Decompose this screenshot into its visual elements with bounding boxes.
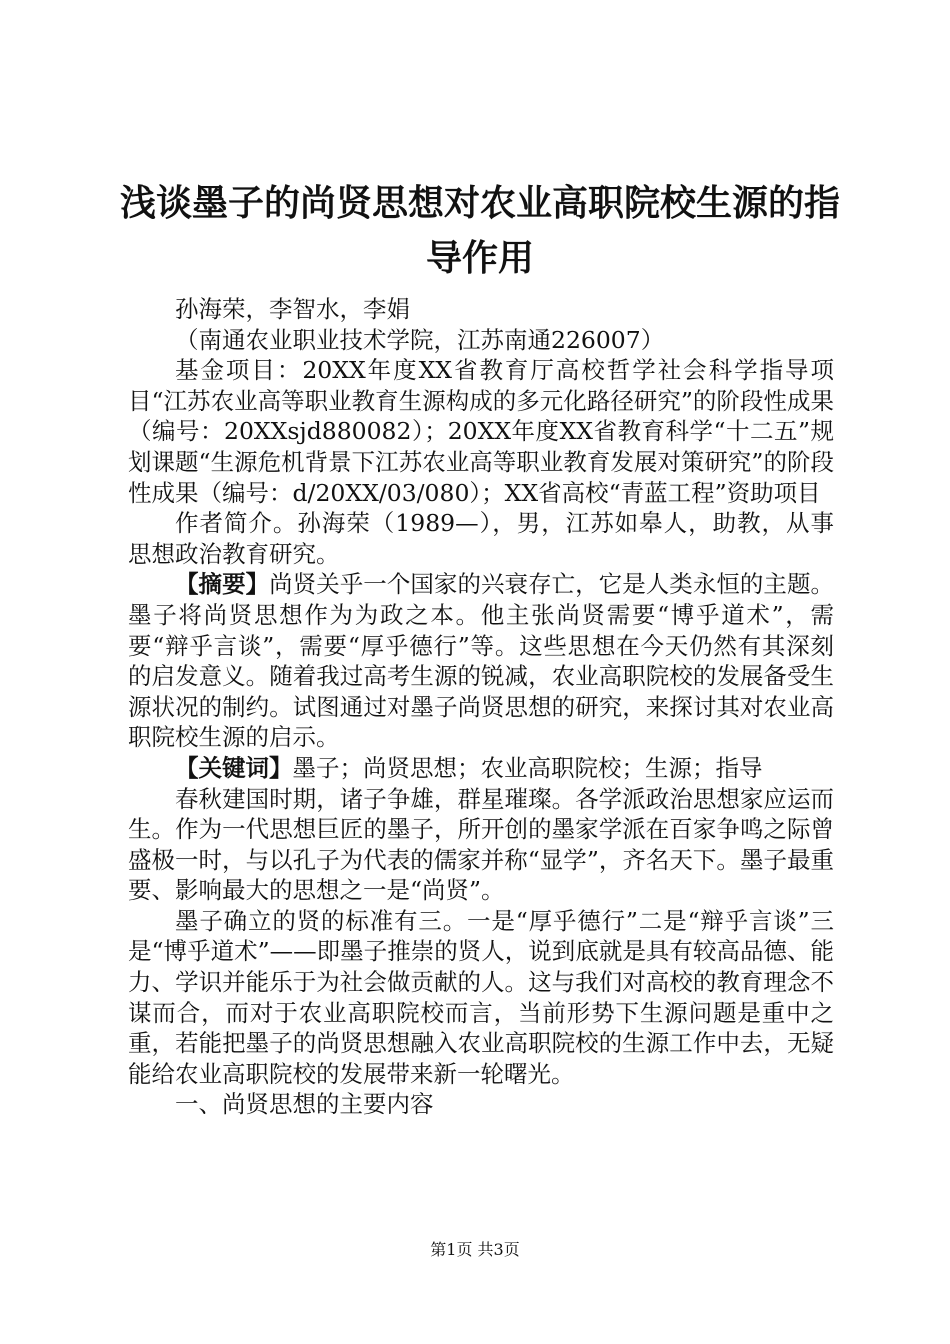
author-line: 孙海荣，李智水，李娟 xyxy=(175,295,410,323)
keywords-label: 【关键词】 xyxy=(175,753,293,782)
abstract-paragraph xyxy=(128,569,834,753)
page-footer: 第1页 共3页 xyxy=(430,1240,520,1259)
affiliation-line: （南通农业职业技术学院，江苏南通226007） xyxy=(175,325,665,354)
author-intro-paragraph: 作者简介。孙海荣（1989—），男，江苏如皋人，助教，从事思想政治教育研究。 xyxy=(128,509,834,568)
body-paragraph-1: 春秋建国时期，诸子争雄，群星璀璨。各学派政治思想家应运而生。作为一代思想巨匠的墨子，所开创的墨家学派在百家争鸣之际曾盛极一时，与以孔子为代表的儒家并称“显学”，齐名天下。墨子最重要、影响最大的思想之一是“尚贤”。 xyxy=(128,784,834,905)
keywords-paragraph xyxy=(128,753,834,784)
body-paragraph-2: 墨子确立的贤的标准有三。一是“厚乎德行”二是“辩乎言谈”三是“博乎道术”——即墨子推崇的贤人，说到底就是具有较高品德、能力、学识并能乐于为社会做贡献的人。这与我们对高校的教育理念不谋而合，而对于农业高职院校而言，当前形势下生源问题是重中之重，若能把墨子的尚贤思想融入农业高职院校的生源工作中去，无疑能给农业高职院校的发展带来新一轮曙光。 xyxy=(128,906,834,1088)
fund-paragraph: 基金项目：20XX年度XX省教育厅高校哲学社会科学指导项目“江苏农业高等职业教育生源构成的多元化路径研究”的阶段性成果（编号：20XXsjd880082）；20XX年度XX省教育科学“十二五”规划课题“生源危机背景下江苏农业高等职业教育发展对策研究”的阶段性成果（编号：d/20XX/03/080）；XX省高校“青蓝工程”资助项目 xyxy=(128,356,834,507)
abstract-text: 尚贤关乎一个国家的兴衰存亡，它是人类永恒的主题。墨子将尚贤思想作为为政之本。他主张尚贤需要“博乎道术”，需要“辩乎言谈”，需要“厚乎德行”等。这些思想在今天仍然有其深刻的启发意义。随着我过高考生源的锐减，农业高职院校的发展备受生源状况的制约。试图通过对墨子尚贤思想的研究，来探讨其对农业高职院校生源的启示。 xyxy=(128,570,835,752)
abstract-label: 【摘要】 xyxy=(175,570,270,599)
section-heading-1: 一、尚贤思想的主要内容 xyxy=(175,1090,434,1119)
keywords-text: 墨子；尚贤思想；农业高职院校；生源；指导 xyxy=(292,753,763,782)
document-body xyxy=(128,294,834,1120)
document-title: 浅谈墨子的尚贤思想对农业高职院校生源的指导作用 xyxy=(119,183,840,279)
